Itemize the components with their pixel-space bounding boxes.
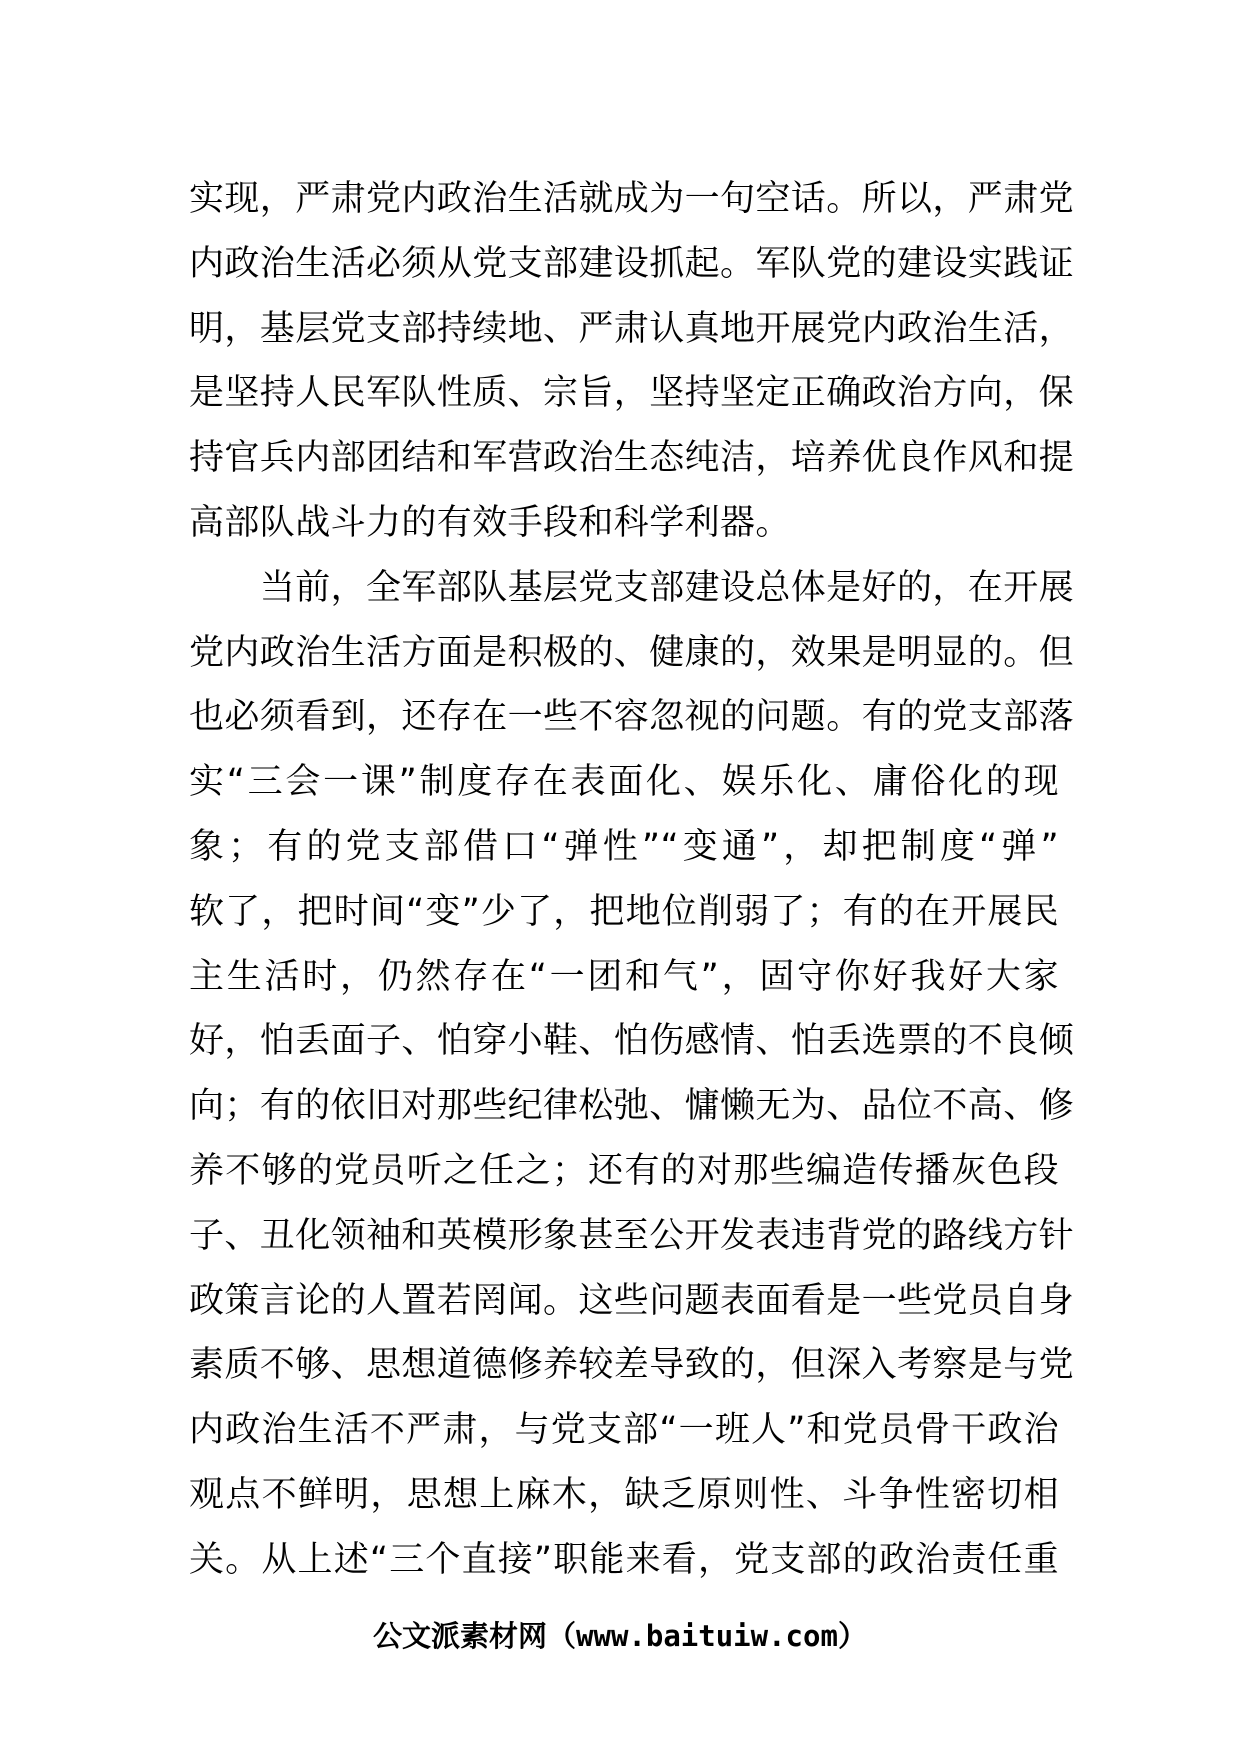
text-line: 养不够的党员听之任之；还有的对那些编造传播灰色段: [189, 1150, 1059, 1191]
body-text: [189, 167, 1075, 1593]
text-line: 当前，全军部队基层党支部建设总体是好的，在开展: [189, 567, 1075, 608]
text-line: 观点不鲜明，思想上麻木，缺乏原则性、斗争性密切相: [189, 1474, 1059, 1515]
text-line: 政策言论的人置若罔闻。这些问题表面看是一些党员自身: [189, 1280, 1075, 1321]
text-line: 关。从上述“三个直接”职能来看，党支部的政治责任重: [189, 1539, 1059, 1580]
text-line: 实“三会一课”制度存在表面化、娱乐化、庸俗化的现: [189, 762, 1059, 803]
text-line: 内政治生活必须从党支部建设抓起。军队党的建设实践证: [189, 243, 1075, 284]
text-line: 明，基层党支部持续地、严肃认真地开展党内政治生活，: [189, 308, 1075, 349]
page-footer: 公文派素材网（www.baituiw.com）: [373, 1619, 867, 1653]
text-line: 持官兵内部团结和军营政治生态纯洁，培养优良作风和提: [189, 438, 1075, 479]
text-line: 好，怕丢面子、怕穿小鞋、怕伤感情、怕丢选票的不良倾: [189, 1021, 1075, 1062]
text-line: 象；有的党支部借口“弹性”“变通”，却把制度“弹”: [189, 826, 1059, 867]
text-line: 子、丑化领袖和英模形象甚至公开发表违背党的路线方针: [189, 1215, 1075, 1256]
text-line: 内政治生活不严肃，与党支部“一班人”和党员骨干政治: [189, 1410, 1059, 1451]
text-line: 是坚持人民军队性质、宗旨，坚持坚定正确政治方向，保: [189, 373, 1075, 414]
text-line: 高部队战斗力的有效手段和科学利器。: [189, 502, 791, 543]
text-line: 实现，严肃党内政治生活就成为一句空话。所以，严肃党: [189, 179, 1075, 219]
text-line: 主生活时，仍然存在“一团和气”，固守你好我好大家: [189, 956, 1059, 997]
text-line: 软了，把时间“变”少了，把地位削弱了；有的在开展民: [189, 891, 1059, 932]
text-line: 向；有的依旧对那些纪律松弛、慵懒无为、品位不高、修: [189, 1086, 1075, 1127]
text-line: 也必须看到，还存在一些不容忽视的问题。有的党支部落: [189, 697, 1075, 738]
text-line: 党内政治生活方面是积极的、健康的，效果是明显的。但: [189, 632, 1075, 673]
text-line: 素质不够、思想道德修养较差导致的，但深入考察是与党: [189, 1345, 1075, 1386]
